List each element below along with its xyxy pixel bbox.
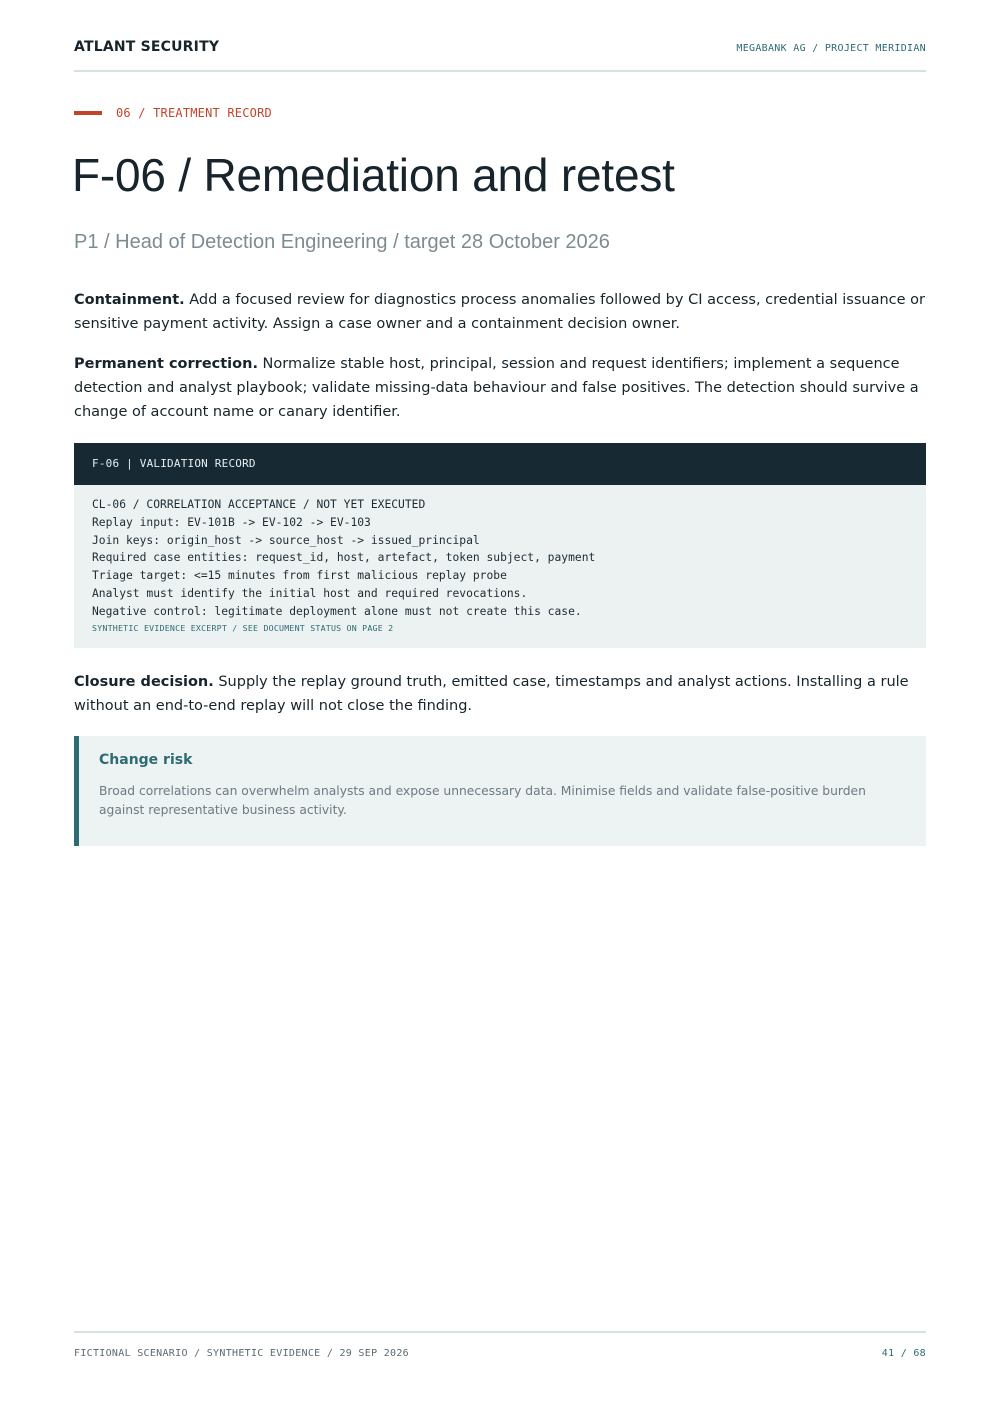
page-title: F-06 / Remediation and retest bbox=[72, 149, 675, 201]
page-footer bbox=[74, 1331, 926, 1371]
closure-text: Supply the replay ground truth, emitted case, timestamps and analyst actions. Installing a rule without an end-to-end replay will not close the finding. bbox=[74, 674, 909, 714]
brand-name: ATLANT SECURITY bbox=[74, 39, 220, 55]
eyebrow-label: 06 / TREATMENT RECORD bbox=[116, 106, 272, 120]
record-line: Replay input: EV-101B -> EV-102 -> EV-103 bbox=[92, 515, 371, 529]
page-number: 41 / 68 bbox=[881, 1348, 926, 1359]
validation-record-body bbox=[74, 485, 926, 648]
correction-label: Permanent correction. bbox=[74, 356, 258, 372]
correction-paragraph bbox=[74, 352, 930, 424]
correction-text: Normalize stable host, principal, session and request identifiers; implement a sequence detection and analyst playbook; validate missing-data behaviour and false positives. The detection should survive a change of account name or canary identifier. bbox=[74, 356, 919, 420]
closure-label: Closure decision. bbox=[74, 674, 214, 690]
record-line: Negative control: legitimate deployment alone must not create this case. bbox=[92, 604, 582, 618]
change-risk-title: Change risk bbox=[99, 752, 193, 768]
containment-paragraph bbox=[74, 288, 930, 336]
eyebrow-accent-bar bbox=[74, 111, 102, 115]
page-subtitle: P1 / Head of Detection Engineering / target 28 October 2026 bbox=[74, 231, 610, 253]
change-risk-text: Broad correlations can overwhelm analysts and expose unnecessary data. Minimise fields and validate false-positive burden against representative business activity. bbox=[99, 784, 866, 817]
record-footnote: SYNTHETIC EVIDENCE EXCERPT / SEE DOCUMENT STATUS ON PAGE 2 bbox=[92, 622, 394, 633]
containment-text: Add a focused review for diagnostics process anomalies followed by CI access, credential issuance or sensitive payment activity. Assign a case owner and a containment decision owner. bbox=[74, 292, 925, 332]
record-line: Join keys: origin_host -> source_host -> issued_principal bbox=[92, 533, 480, 547]
closure-paragraph bbox=[74, 670, 930, 718]
client-project: MEGABANK AG / PROJECT MERIDIAN bbox=[736, 43, 926, 54]
record-line: CL-06 / CORRELATION ACCEPTANCE / NOT YET EXECUTED bbox=[92, 498, 426, 511]
record-line: Triage target: <=15 minutes from first malicious replay probe bbox=[92, 569, 507, 583]
record-line: Analyst must identify the initial host and required revocations. bbox=[92, 586, 528, 600]
validation-record bbox=[74, 443, 926, 648]
change-risk-callout bbox=[74, 736, 926, 846]
record-line: Required case entities: request_id, host, artefact, token subject, payment bbox=[92, 551, 596, 565]
page-header bbox=[74, 38, 926, 72]
containment-label: Containment. bbox=[74, 292, 185, 308]
footer-disclaimer: FICTIONAL SCENARIO / SYNTHETIC EVIDENCE / 29 SEP 2026 bbox=[74, 1348, 409, 1359]
section-eyebrow bbox=[74, 105, 272, 121]
validation-record-heading: F-06 | VALIDATION RECORD bbox=[74, 443, 926, 485]
